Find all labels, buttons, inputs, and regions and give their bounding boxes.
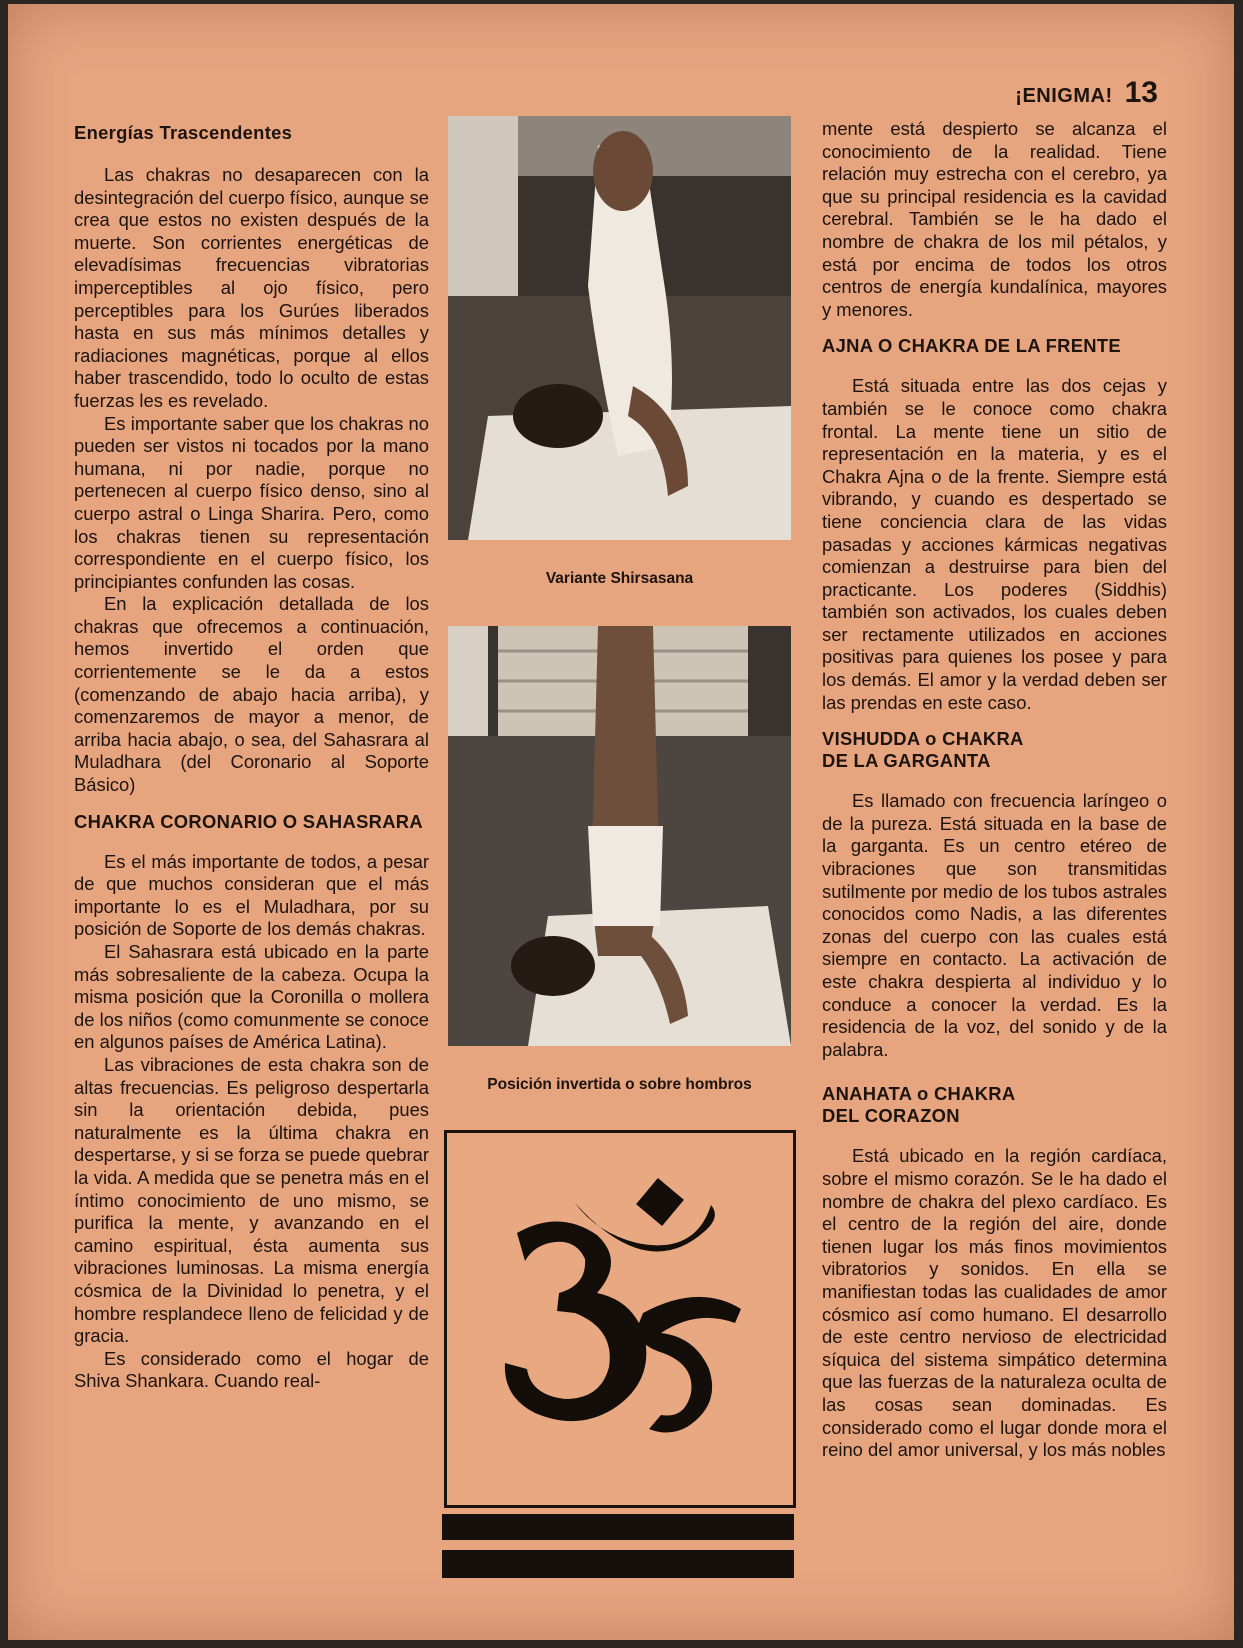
heading-line: DEL CORAZON [822, 1105, 960, 1127]
section-heading-coronario: CHAKRA CORONARIO O SAHASRARA [74, 810, 423, 832]
section-heading-vishudda [822, 728, 1167, 772]
decorative-bar [442, 1514, 794, 1540]
text-column-left [74, 122, 429, 1393]
heading-line: ANAHATA o CHAKRA [822, 1083, 1016, 1105]
om-icon [447, 1133, 793, 1505]
section-heading-ajna: AJNA O CHAKRA DE LA FRENTE [822, 335, 1121, 357]
heading-line: VISHUDDA o CHAKRA [822, 728, 1024, 750]
paragraph: Es el más importante de todos, a pesar de que muchos consideran que el más importante lo es el Muladhara, por su posición de Soporte de los demás chakras. [74, 850, 429, 940]
caption-photo1: Variante Shirsasana [545, 570, 694, 587]
text-column-right [822, 118, 1167, 1462]
magazine-page [8, 4, 1234, 1640]
paragraph: mente está despierto se alcanza el conocimiento de la realidad. Tiene relación muy estrecha con el cerebro, ya que su principal residencia es la cavidad cerebral. También se le ha dado el nombre de chakra de los mil pétalos, y está por encima de todos los otros centros de energía kundalínica, mayores y menores. [822, 118, 1167, 320]
paragraph: Está situada entre las dos cejas y también se le conoce como chakra frontal. La mente tiene un sitio de representación en la materia, y es el Chakra Ajna o de la frente. Siempre está vibrando, y cuando es despertado se tiene conciencia clara de las vidas pasadas y acciones kármicas negativas comienzan a destruirse para bien del practicante. Los poderes (Siddhis) también son activados, los cuales deben ser rectamente utilizados en acciones positivas para quienes los posee y para los demás. El amor y la verdad deben ser las prendas en este caso. [822, 375, 1167, 713]
page-number: 13 [1124, 76, 1158, 109]
paragraph: Las chakras no desaparecen con la desintegración del cuerpo físico, aunque se crea que estos no existen después de la muerte. Son corrientes energéticas de elevadísimas frecuencias vibratorias imperceptibles al ojo físico, pero perceptibles para los Gurúes liberados hasta en sus más mínimos detalles y radiaciones magnéticas, porque al ellos haber trascendido, todo lo oculto de estas fuerzas les es revelado. [74, 164, 429, 411]
paragraph: El Sahasrara está ubicado en la parte más sobresaliente de la cabeza. Ocupa la misma posición que la Coronilla o mollera de los niños (como comunmente se conoce en algunos países de América Latina). [74, 941, 429, 1053]
paragraph: Es importante saber que los chakras no pueden ser vistos ni tocados por la mano humana, ni por nadie, porque no pertenecen al cuerpo físico denso, sino al cuerpo astral o Linga Sharira. Pero, como los chakras tienen su representación correspondiente en el cuerpo físico, los principiantes confunden las cosas. [74, 412, 429, 592]
paragraph: En la explicación detallada de los chakras que ofrecemos a continuación, hemos invertido el orden que corrientemente se le da a estos (comenzando de abajo hacia arriba), y comenzaremos de mayor a menor, de arriba hacia abajo, o sea, del Sahasrara al Muladhara (del Coronario al Soporte Básico) [74, 593, 429, 796]
section-heading-anahata [822, 1083, 1167, 1127]
page-header [1015, 76, 1158, 110]
heading-line: DE LA GARGANTA [822, 750, 991, 772]
caption-photo2: Posición invertida o sobre hombros [487, 1076, 752, 1093]
paragraph: Está ubicado en la región cardíaca, sobre el mismo corazón. Se le ha dado el nombre de chakra del plexo cardíaco. Es el centro de la región del aire, donde tienen lugar los más finos movimientos vibratorios y sonidos. En ella se manifiestan todas las cualidades de amor cósmico así como humano. El desarrollo de este centro nervioso de electricidad síquica del sistema simpático determina que las fuerzas de la naturaleza oculta de las cosas sean dominadas. Es considerado como el lugar donde mora el reino del amor universal, y los más nobles [822, 1145, 1167, 1461]
paragraph: Es considerado como el hogar de Shiva Shankara. Cuando real- [74, 1347, 429, 1392]
paragraph: Es llamado con frecuencia laríngeo o de la pureza. Está situada en la base de la garganta. Es un centro etéreo de vibraciones que son transmitidas sutilmente por medio de los tubos astrales conocidos como Nadis, a las diferentes zonas del cuerpo con las cuales está siempre en contacto. La activación de este chakra despierta al individuo y lo conduce a conocer la verdad. Es la residencia de la voz, del sonido y de la palabra. [822, 790, 1167, 1060]
photo-shirsasana [448, 116, 791, 540]
om-symbol-box [444, 1130, 796, 1508]
paragraph: Las vibraciones de esta chakra son de altas frecuencias. Es peligroso despertarla sin la orientación debida, pues naturalmente es la última chakra en despertarse, y si se forza se puede quebrar la vida. A medida que se penetra más en el íntimo conocimiento de uno mismo, se purifica la mente, y avanzando en el camino espiritual, ésta aumenta sus vibraciones luminosas. La misma energía cósmica de la Divinidad lo penetra, y el hombre resplandece lleno de felicidad y de gracia. [74, 1053, 429, 1347]
subheading-energias: Energías Trascendentes [74, 122, 293, 143]
decorative-bar [442, 1550, 794, 1578]
magazine-name: ¡ENIGMA! [1015, 85, 1113, 107]
photo-inverted-position [448, 626, 791, 1046]
